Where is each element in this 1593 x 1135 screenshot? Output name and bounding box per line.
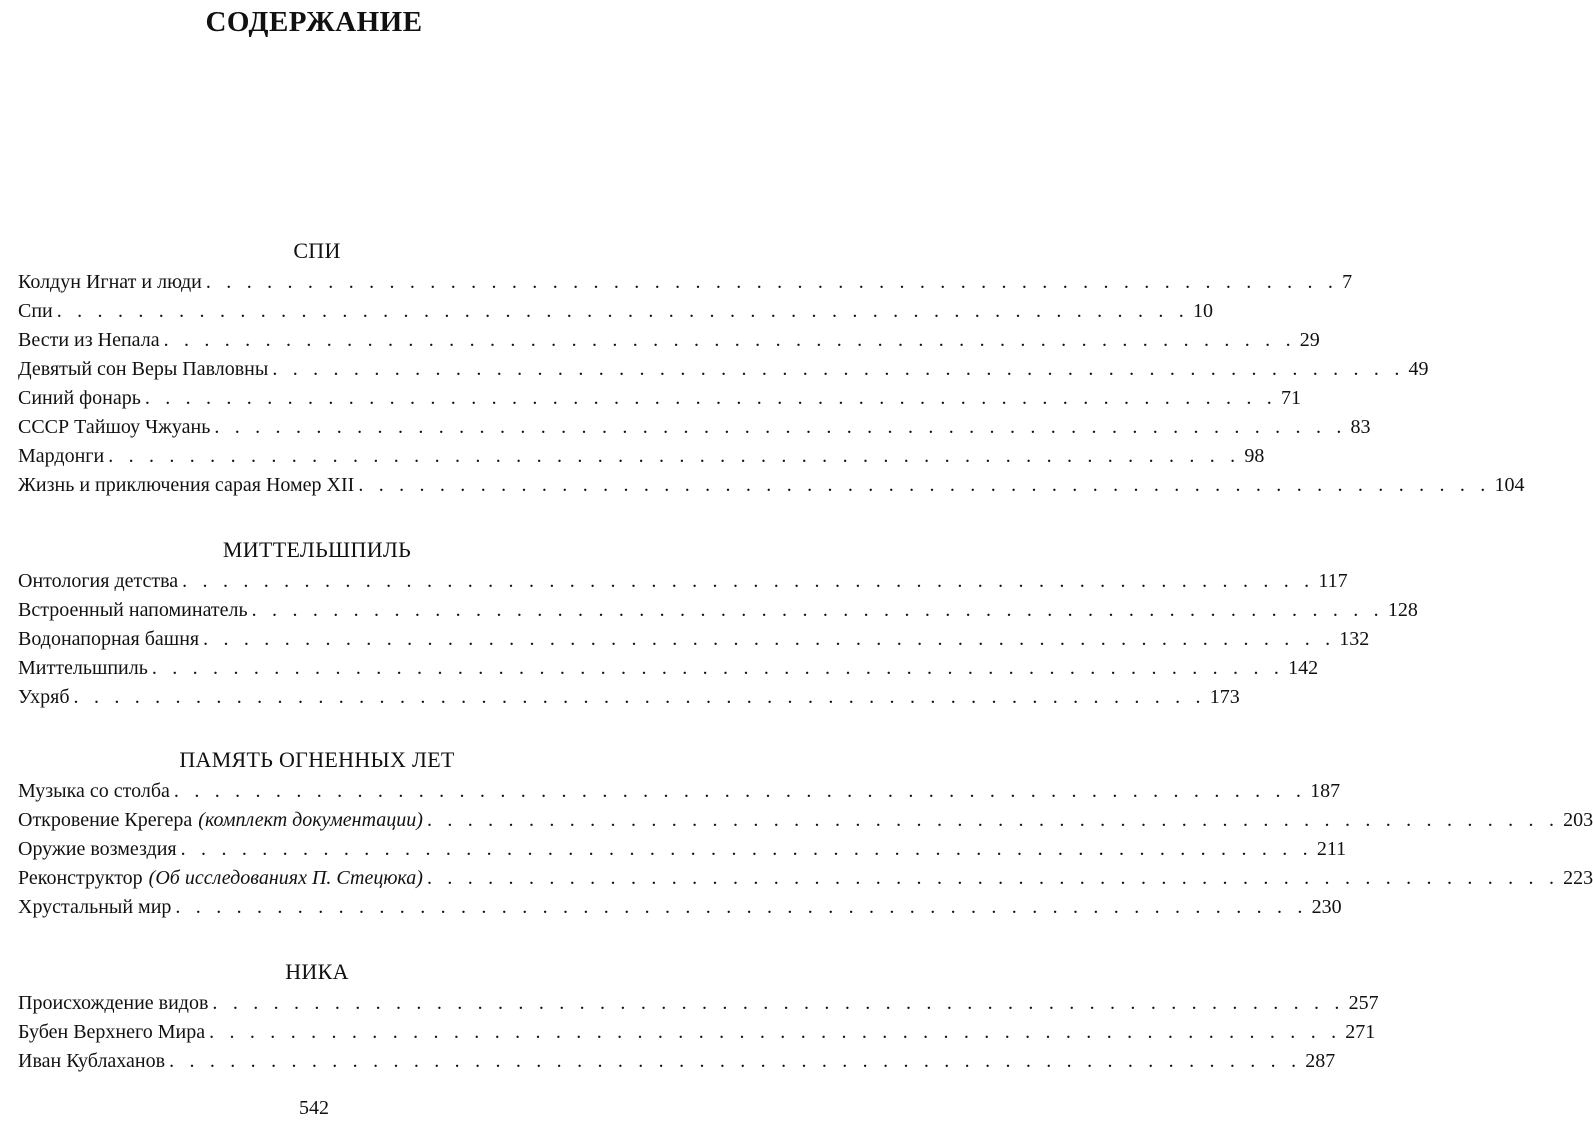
- entry-title: Хрустальный мир: [18, 896, 172, 918]
- entry-title: Миттельшпиль: [18, 657, 148, 679]
- toc-entry[interactable]: Мардонги . . . . . . . . . . . . . . . . . . . . . . . . . . . . . . . . . . . . . . . . . . . . . . . . . . . . . . . . 98: [18, 442, 616, 471]
- entry-page: 83: [1350, 416, 1371, 438]
- toc-entry[interactable]: Миттельшпиль . . . . . . . . . . . . . . . . . . . . . . . . . . . . . . . . . . . . . . . . . . . . . . . . . . . . . . . . 142: [18, 654, 616, 683]
- toc-entry[interactable]: Происхождение видов . . . . . . . . . . . . . . . . . . . . . . . . . . . . . . . . . . . . . . . . . . . . . . . . . . . . . . . . 257: [18, 989, 616, 1018]
- entry-page: 230: [1311, 896, 1342, 918]
- section-pamyat-ognennyh-let: [18, 745, 1593, 922]
- entry-title: Оружие возмездия: [18, 838, 177, 860]
- toc-entry[interactable]: Встроенный напоминатель . . . . . . . . . . . . . . . . . . . . . . . . . . . . . . . . . . . . . . . . . . . . . . . . . . . . . . . . 128: [18, 596, 616, 625]
- entry-page: 7: [1342, 271, 1353, 293]
- page-number: 542: [299, 1097, 329, 1119]
- entry-page: 117: [1318, 570, 1348, 592]
- section-heading: СПИ: [293, 238, 341, 263]
- entry-page: 142: [1288, 657, 1319, 679]
- entry-page: 271: [1345, 1021, 1376, 1043]
- entry-title: Иван Кублаханов: [18, 1050, 166, 1072]
- entry-title: Спи: [18, 300, 53, 322]
- toc-entry[interactable]: Жизнь и приключения сарая Номер XII . . . . . . . . . . . . . . . . . . . . . . . . . . . . . . . . . . . . . . . . . . . . . . . . . . . . . . . . 104: [18, 471, 616, 500]
- toc-entry[interactable]: Ухряб . . . . . . . . . . . . . . . . . . . . . . . . . . . . . . . . . . . . . . . . . . . . . . . . . . . . . . . . 173: [18, 683, 616, 712]
- entry-page: 287: [1305, 1050, 1336, 1072]
- toc-entry[interactable]: Спи . . . . . . . . . . . . . . . . . . . . . . . . . . . . . . . . . . . . . . . . . . . . . . . . . . . . . . . . 10: [18, 297, 616, 326]
- entry-title: Бубен Верхнего Мира: [18, 1021, 206, 1043]
- entry-page: 49: [1408, 358, 1429, 380]
- entry-title: Мардонги: [18, 445, 105, 467]
- entry-title: Синий фонарь: [18, 387, 141, 409]
- entry-subtitle: (комплект документации): [198, 809, 423, 831]
- section-heading: ПАМЯТЬ ОГНЕННЫХ ЛЕТ: [179, 747, 455, 772]
- entry-title: Девятый сон Веры Павловны: [18, 358, 269, 380]
- toc-entry[interactable]: Колдун Игнат и люди . . . . . . . . . . . . . . . . . . . . . . . . . . . . . . . . . . . . . . . . . . . . . . . . . . . . . . . . 7: [18, 268, 616, 297]
- entry-title: Реконструктор: [18, 867, 143, 889]
- toc-entry[interactable]: СССР Тайшоу Чжуань . . . . . . . . . . . . . . . . . . . . . . . . . . . . . . . . . . . . . . . . . . . . . . . . . . . . . . . . 83: [18, 413, 616, 442]
- toc-entry[interactable]: Иван Кублаханов . . . . . . . . . . . . . . . . . . . . . . . . . . . . . . . . . . . . . . . . . . . . . . . . . . . . . . . . 287: [18, 1047, 616, 1076]
- entry-title: Вести из Непала: [18, 329, 160, 351]
- entry-title: Откровение Крегера: [18, 809, 193, 831]
- toc-entry[interactable]: Хрустальный мир . . . . . . . . . . . . . . . . . . . . . . . . . . . . . . . . . . . . . . . . . . . . . . . . . . . . . . . . 230: [18, 893, 616, 922]
- toc-entry[interactable]: Бубен Верхнего Мира . . . . . . . . . . . . . . . . . . . . . . . . . . . . . . . . . . . . . . . . . . . . . . . . . . . . . . . . 271: [18, 1018, 616, 1047]
- section-nika: [18, 957, 1379, 1076]
- entry-page: 203: [1563, 809, 1593, 831]
- entry-page: 71: [1281, 387, 1302, 409]
- toc-entry[interactable]: Реконструктор (Об исследованиях П. Стецюка) . . . . . . . . . . . . . . . . . . . . . . . . . . . . . . . . . . . . . . . . . . . . . . . . . . . . . . . . 223: [18, 864, 616, 893]
- entry-page: 29: [1299, 329, 1320, 351]
- toc-entry[interactable]: Вести из Непала . . . . . . . . . . . . . . . . . . . . . . . . . . . . . . . . . . . . . . . . . . . . . . . . . . . . . . . . 29: [18, 326, 616, 355]
- entry-title: Колдун Игнат и люди: [18, 271, 202, 293]
- entry-title: Встроенный напоминатель: [18, 599, 248, 621]
- section-heading: МИТТЕЛЬШПИЛЬ: [222, 537, 412, 562]
- toc-entry[interactable]: Водонапорная башня . . . . . . . . . . . . . . . . . . . . . . . . . . . . . . . . . . . . . . . . . . . . . . . . . . . . . . . . 132: [18, 625, 616, 654]
- toc-entry[interactable]: Откровение Крегера (комплект документации) . . . . . . . . . . . . . . . . . . . . . . . . . . . . . . . . . . . . . . . . . . . . . . . . . . . . . . . . 203: [18, 806, 616, 835]
- entry-title: Музыка со столба: [18, 780, 170, 802]
- toc-entry[interactable]: Музыка со столба . . . . . . . . . . . . . . . . . . . . . . . . . . . . . . . . . . . . . . . . . . . . . . . . . . . . . . . . 187: [18, 777, 616, 806]
- section-mittelshpil: [18, 535, 1418, 712]
- entry-title: СССР Тайшоу Чжуань: [18, 416, 211, 438]
- entry-subtitle: (Об исследованиях П. Стецюка): [148, 867, 423, 889]
- page-title: СОДЕРЖАНИЕ: [205, 6, 423, 38]
- entry-page: 132: [1339, 628, 1370, 650]
- entry-title: Водонапорная башня: [18, 628, 200, 650]
- entry-title: Жизнь и приключения сарая Номер XII: [18, 474, 355, 496]
- entry-page: 104: [1494, 474, 1525, 496]
- entry-page: 10: [1192, 300, 1213, 322]
- entry-title: Ухряб: [18, 686, 70, 708]
- entry-page: 98: [1244, 445, 1265, 467]
- toc-entry[interactable]: Девятый сон Веры Павловны . . . . . . . . . . . . . . . . . . . . . . . . . . . . . . . . . . . . . . . . . . . . . . . . . . . . . . . . 49: [18, 355, 616, 384]
- section-spi: [18, 236, 1525, 500]
- section-heading: НИКА: [285, 959, 349, 984]
- entry-page: 128: [1387, 599, 1418, 621]
- toc-entry[interactable]: Оружие возмездия . . . . . . . . . . . . . . . . . . . . . . . . . . . . . . . . . . . . . . . . . . . . . . . . . . . . . . . . 211: [18, 835, 616, 864]
- entry-page: 211: [1316, 838, 1347, 860]
- entry-page: 257: [1348, 992, 1379, 1014]
- toc-entry[interactable]: Онтология детства . . . . . . . . . . . . . . . . . . . . . . . . . . . . . . . . . . . . . . . . . . . . . . . . . . . . . . . . 117: [18, 567, 616, 596]
- toc-entry[interactable]: Синий фонарь . . . . . . . . . . . . . . . . . . . . . . . . . . . . . . . . . . . . . . . . . . . . . . . . . . . . . . . . 71: [18, 384, 616, 413]
- entry-page: 173: [1209, 686, 1240, 708]
- entry-title: Происхождение видов: [18, 992, 209, 1014]
- entry-title: Онтология детства: [18, 570, 179, 592]
- entry-page: 223: [1563, 867, 1593, 889]
- entry-page: 187: [1310, 780, 1341, 802]
